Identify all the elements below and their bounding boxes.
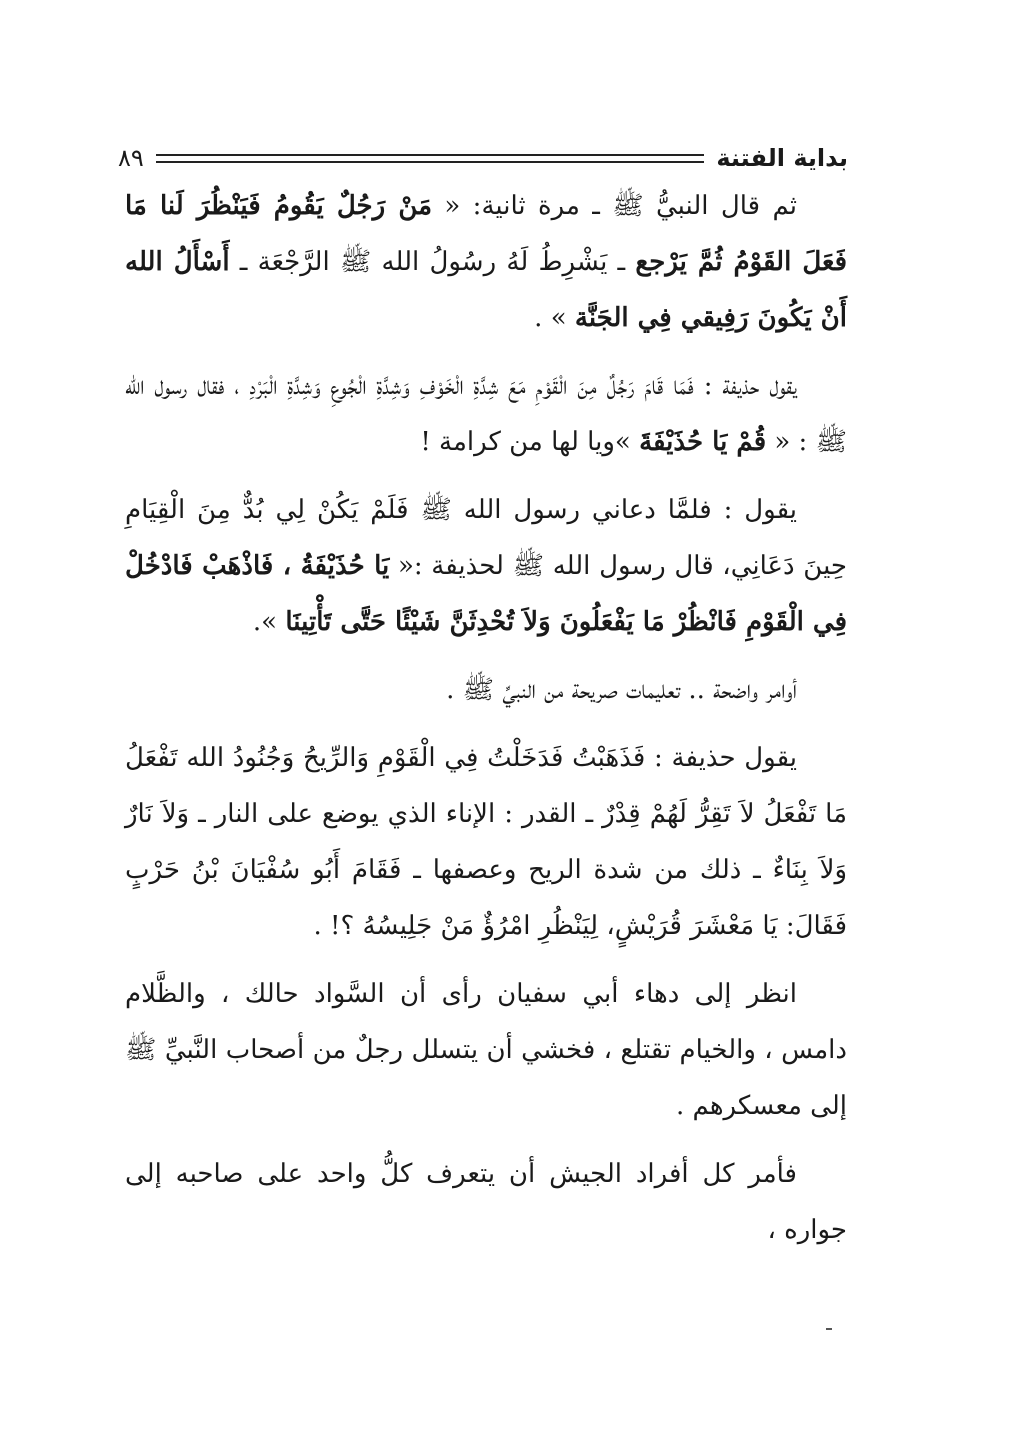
paragraph-text: ـ يَشْرِطُ لَهُ رسُولُ الله ﷺ الرَّجْعَة ـ: [229, 247, 636, 277]
hadith-quote: مَنْ رَجُلٌ يَقُومُ فَيَنْظُرَ لَنا مَا فَعَلَ القَوْمُ ثُمَّ يَرْجع: [125, 191, 847, 277]
header-double-rule: [156, 154, 705, 163]
paragraph-text: ثم قال النبيُّ ﷺ ـ مرة ثانية: «: [432, 191, 797, 221]
scan-mark: [826, 1328, 832, 1330]
paragraph-text: يقول : فلمَّا دعاني رسول الله ﷺ فَلَمْ يَكُنْ لِي بُدٌّ مِنَ الْقِيَامِ حِينَ دَعَانِي، قال رسول الله ﷺ لحذيفة :«: [125, 495, 847, 581]
page-number: ٨٩: [118, 144, 144, 172]
paragraph: [125, 1146, 847, 1258]
paragraph-text: ».: [252, 607, 286, 637]
paragraph-text: انظر إلى دهاء أبي سفيان رأى أن السَّواد حالك ، والظَّلام دامس ، والخيام تقتلع ، فخشي أن يتسلل رجلٌ من أصحاب النَّبيِّ ﷺ إلى معسكرهم .: [125, 979, 847, 1121]
running-header: [118, 138, 848, 178]
paragraph: [125, 358, 847, 470]
paragraph-text: » .: [534, 303, 575, 333]
paragraph-text: أوامر واضحة .. تعليمات صريحة من النبيِّ ﷺ .: [446, 675, 797, 705]
paragraph: [125, 482, 847, 650]
paragraph-text: يقول حذيفة : فَذَهَبْتُ فَدَخَلْتُ فِي الْقَوْمِ وَالرِّيحُ وَجُنُودُ الله تَفْعَلُ مَا تَفْعَلُ لاَ تَقِرُّ لَهُمْ قِدْرٌ ـ القدر : الإناء الذي يوضع على النار ـ وَلاَ نَارٌ وَلاَ بِنَاءٌ ـ ذلك من شدة الريح وعصفها ـ فَقَامَ أَبُو سُفْيَانَ بْنُ حَرْبٍ فَقَالَ: يَا مَعْشَرَ قُرَيْشٍ، لِيَنْظُرِ امْرُؤٌ مَنْ جَلِيسُهُ ؟! .: [125, 743, 847, 941]
paragraph: [125, 730, 847, 954]
paragraph: [125, 966, 847, 1134]
paragraph-text: »ويا لها من كرامة !: [420, 427, 640, 457]
paragraph: [125, 662, 847, 718]
chapter-title: بداية الفتنة: [716, 144, 848, 172]
hadith-quote: أَسْأَلُ الله أَنْ يَكُونَ رَفِيقي فِي الجَنَّة: [125, 247, 847, 333]
paragraph-text: فأمر كل أفراد الجيش أن يتعرف كلُّ واحد على صاحبه إلى جواره ،: [125, 1159, 847, 1245]
body-text: [125, 178, 847, 1270]
hadith-quote: يَا حُذَيْفَةُ ، فَاذْهَبْ فَادْخُلْ فِي الْقَوْمِ فَانْظُرْ مَا يَفْعَلُونَ وَلاَ تُحْدِثَنَّ شَيْئًا حَتَّى تَأْتِينَا: [125, 551, 847, 637]
paragraph-text: يقول حذيفة : فَمَا قَامَ رَجُلٌ مِنَ الْقَوْمِ مَعَ شِدَّةِ الْخَوْفِ وَشِدَّةِ الْجُوعِ وَشِدَّةِ الْبَرْدِ ، فقال رسول الله ﷺ : «: [125, 371, 847, 457]
hadith-quote: قُمْ يَا حُذَيْفَةَ: [639, 427, 767, 457]
paragraph: [125, 178, 847, 346]
